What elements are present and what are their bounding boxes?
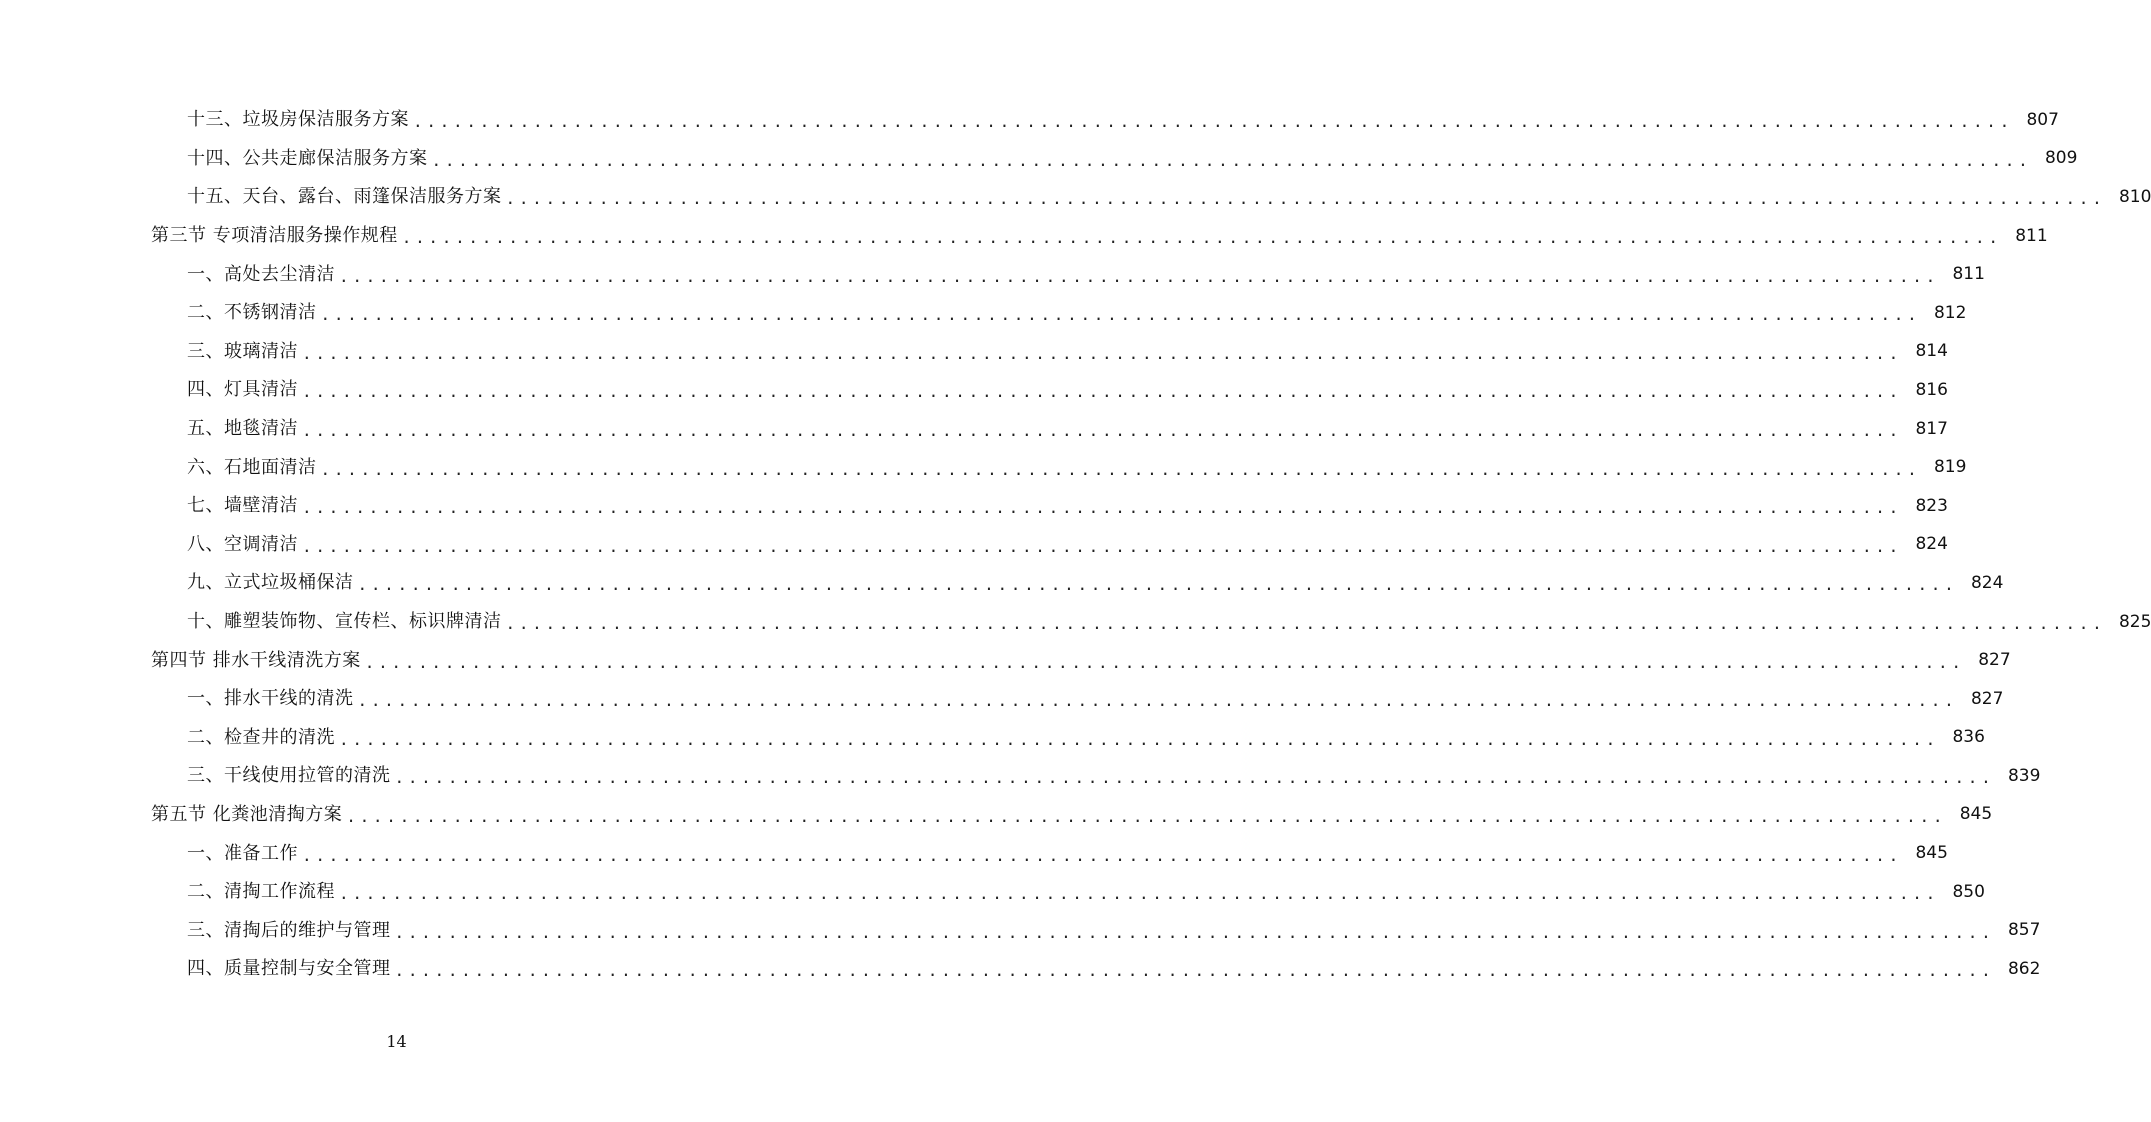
footer-page-number: 14	[386, 1032, 407, 1051]
toc-subsection-entry	[0, 564, 2004, 603]
toc-dot-leader: ........................................................................................................................	[394, 961, 1995, 981]
toc-entry-page-number: 816	[1915, 379, 1948, 400]
toc-dot-leader: ........................................................................................................................	[302, 343, 1902, 363]
toc-subsection-entry	[0, 140, 2078, 179]
toc-entry-title: 六、石地面清洁	[187, 456, 317, 478]
toc-entry-page-number: 845	[1915, 843, 1948, 864]
toc-dot-leader: ........................................................................................................................	[431, 150, 2032, 170]
toc-section-entry	[0, 796, 1993, 835]
toc-entry-title: 第四节 排水干线清洗方案	[151, 649, 361, 671]
toc-entry-page-number: 857	[2007, 920, 2041, 941]
toc-entry-title: 三、玻璃清洁	[187, 340, 298, 362]
toc-entry-title: 二、清掏工作流程	[187, 881, 335, 903]
toc-dot-leader: ........................................................................................................................	[357, 575, 1958, 595]
toc-subsection-entry	[0, 255, 1985, 294]
toc-dot-leader: ........................................................................................................................	[364, 652, 1965, 672]
toc-subsection-entry	[0, 950, 2041, 989]
toc-entry-page-number: 850	[1952, 881, 1985, 902]
toc-subsection-entry	[0, 911, 2041, 950]
toc-dot-leader: ........................................................................................................................	[339, 266, 1939, 286]
toc-entry-page-number: 809	[2044, 148, 2078, 169]
toc-dot-leader: ........................................................................................................................	[394, 768, 1995, 788]
toc-entry-page-number: 827	[1970, 688, 2004, 709]
toc-subsection-entry	[0, 101, 2059, 140]
toc-dot-leader: ........................................................................................................................	[394, 922, 1995, 942]
toc-subsection-entry	[0, 719, 1985, 758]
toc-dot-leader: ........................................................................................................................	[302, 845, 1902, 865]
toc-entry-page-number: 824	[1915, 534, 1948, 555]
toc-entry-page-number: 845	[1959, 804, 1993, 825]
toc-entry-title: 三、干线使用拉管的清洗	[187, 765, 391, 787]
toc-entry-page-number: 817	[1915, 418, 1948, 439]
toc-entry-page-number: 823	[1915, 495, 1948, 516]
toc-entry-page-number: 825	[2118, 611, 2151, 632]
toc-entry-title: 二、检查井的清洗	[187, 726, 335, 748]
toc-entry-title: 四、灯具清洁	[187, 379, 298, 401]
toc-subsection-entry	[0, 873, 1985, 912]
toc-dot-leader: ........................................................................................................................	[346, 806, 1947, 826]
toc-dot-leader: ........................................................................................................................	[302, 536, 1902, 556]
toc-dot-leader: ........................................................................................................................	[320, 305, 1921, 325]
toc-subsection-entry	[0, 410, 1948, 449]
toc-section-entry	[0, 217, 2048, 256]
toc-dot-leader: ........................................................................................................................	[320, 459, 1921, 479]
toc-dot-leader: ........................................................................................................................	[357, 691, 1958, 711]
toc-dot-leader: ........................................................................................................................	[339, 729, 1939, 749]
toc-subsection-entry	[0, 603, 2151, 642]
toc-entry-title: 十四、公共走廊保洁服务方案	[187, 147, 428, 169]
toc-subsection-entry	[0, 371, 1948, 410]
table-of-contents	[0, 101, 2151, 989]
toc-dot-leader: ........................................................................................................................	[339, 884, 1939, 904]
toc-entry-page-number: 824	[1970, 572, 2004, 593]
toc-subsection-entry	[0, 448, 1967, 487]
toc-subsection-entry	[0, 178, 2151, 217]
toc-entry-page-number: 836	[1952, 727, 1985, 748]
toc-entry-page-number: 811	[1952, 264, 1985, 285]
toc-entry-title: 第五节 化粪池清掏方案	[151, 803, 343, 825]
toc-dot-leader: ........................................................................................................................	[302, 498, 1902, 518]
toc-dot-leader: ........................................................................................................................	[302, 382, 1902, 402]
toc-entry-title: 五、地毯清洁	[187, 418, 298, 440]
toc-entry-title: 第三节 专项清洁服务操作规程	[151, 225, 398, 247]
toc-entry-title: 二、不锈钢清洁	[187, 302, 317, 324]
toc-dot-leader: ........................................................................................................................	[401, 228, 2002, 248]
toc-dot-leader: ........................................................................................................................	[413, 112, 2013, 132]
toc-entry-title: 一、排水干线的清洗	[187, 688, 354, 710]
toc-subsection-entry	[0, 333, 1948, 372]
toc-subsection-entry	[0, 487, 1948, 526]
toc-entry-page-number: 811	[2015, 225, 2048, 246]
toc-entry-page-number: 819	[1933, 457, 1967, 478]
toc-entry-title: 十五、天台、露台、雨篷保洁服务方案	[187, 186, 502, 208]
toc-entry-title: 一、准备工作	[187, 842, 298, 864]
toc-entry-page-number: 814	[1915, 341, 1948, 362]
toc-entry-title: 七、墙壁清洁	[187, 495, 298, 517]
toc-entry-page-number: 812	[1933, 302, 1967, 323]
toc-subsection-entry	[0, 834, 1948, 873]
toc-entry-page-number: 807	[2026, 109, 2059, 130]
toc-entry-title: 一、高处去尘清洁	[187, 263, 335, 285]
toc-entry-title: 九、立式垃圾桶保洁	[187, 572, 354, 594]
toc-entry-page-number: 810	[2118, 186, 2151, 207]
toc-entry-title: 八、空调清洁	[187, 533, 298, 555]
toc-entry-title: 三、清掏后的维护与管理	[187, 919, 391, 941]
toc-entry-title: 十三、垃圾房保洁服务方案	[187, 109, 409, 131]
toc-dot-leader: ........................................................................................................................	[302, 421, 1902, 441]
toc-entry-page-number: 827	[1978, 650, 2011, 671]
toc-entry-page-number: 839	[2007, 765, 2041, 786]
toc-entry-title: 十、雕塑装饰物、宣传栏、标识牌清洁	[187, 611, 502, 633]
toc-entry-page-number: 862	[2007, 958, 2041, 979]
toc-dot-leader: ........................................................................................................................	[505, 614, 2106, 634]
toc-subsection-entry	[0, 680, 2004, 719]
toc-subsection-entry	[0, 526, 1948, 565]
toc-subsection-entry	[0, 294, 1967, 333]
toc-section-entry	[0, 641, 2011, 680]
toc-subsection-entry	[0, 757, 2041, 796]
toc-entry-title: 四、质量控制与安全管理	[187, 958, 391, 980]
toc-dot-leader: ........................................................................................................................	[505, 189, 2106, 209]
